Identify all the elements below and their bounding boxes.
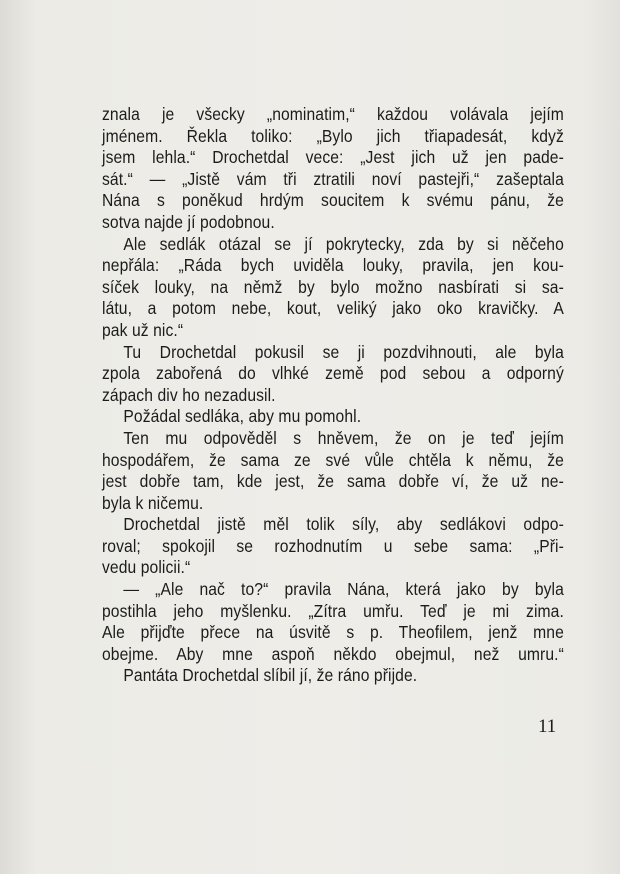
text-line: obejme. Aby mne aspoň někdo obejmul, než umru.“ xyxy=(102,643,564,664)
page-number: 11 xyxy=(538,716,557,737)
text-line: — „Ale nač to?“ pravila Nána, která jako by byla xyxy=(123,579,564,600)
text-line: Nána s poněkud hrdým soucitem k svému pánu, že xyxy=(102,190,564,211)
text-line: sát.“ — „Jistě vám tři ztratili noví pastejři,“ zašeptala xyxy=(102,168,564,189)
text-line: hospodářem, že sama ze své vůle chtěla k němu, že xyxy=(102,449,564,470)
text-line: byla k ničemu. xyxy=(102,492,204,513)
text-line: sotva najde jí podobnou. xyxy=(102,211,275,232)
text-line: vedu policii.“ xyxy=(102,557,191,578)
text-line: jménem. Řekla toliko: „Bylo jich třiapadesát, když xyxy=(102,125,564,146)
text-line: Tu Drochetdal pokusil se ji pozdvihnouti, ale byla xyxy=(123,341,564,362)
text-line: znala je všecky „nominatim,“ každou volávala jejím xyxy=(102,104,564,124)
text-line: Ten mu odpověděl s hněvem, že on je teď jejím xyxy=(123,427,564,448)
text-line: jsem lehla.“ Drochetdal vece: „Jest jich už jen pade- xyxy=(102,147,564,168)
text-line: Požádal sedláka, aby mu pomohl. xyxy=(123,406,362,427)
text-line: Drochetdal jistě měl tolik síly, aby sedlákovi odpo- xyxy=(123,514,564,535)
text-line: Ale sedlák otázal se jí pokrytecky, zda by si něčeho xyxy=(123,233,564,254)
text-line: nepřála: „Ráda bych uviděla louky, pravila, jen kou- xyxy=(102,255,564,276)
text-line: Ale přijďte přece na úsvitě s p. Theofilem, jenž mne xyxy=(102,622,564,643)
text-line: postihla jeho myšlenku. „Zítra umřu. Teď je mi zima. xyxy=(102,600,564,621)
text-line: síček louky, na němž by bylo možno nasbírati si sa- xyxy=(102,276,564,297)
text-line: Pantáta Drochetdal slíbil jí, že ráno přijde. xyxy=(123,665,418,686)
text-line: roval; spokojil se rozhodnutím u sebe sama: „Při- xyxy=(102,535,564,556)
text-line: pak už nic.“ xyxy=(102,319,184,340)
text-line: zpola zabořená do vlhké země pod sebou a odporný xyxy=(102,363,564,384)
text-line: látu, a potom nebe, kout, veliký jako oko kravičky. A xyxy=(102,298,564,319)
text-line: zápach div ho nezadusil. xyxy=(102,384,276,405)
text-line: jest dobře tam, kde jest, že sama dobře ví, že už ne- xyxy=(102,471,564,492)
body-text xyxy=(102,104,564,687)
